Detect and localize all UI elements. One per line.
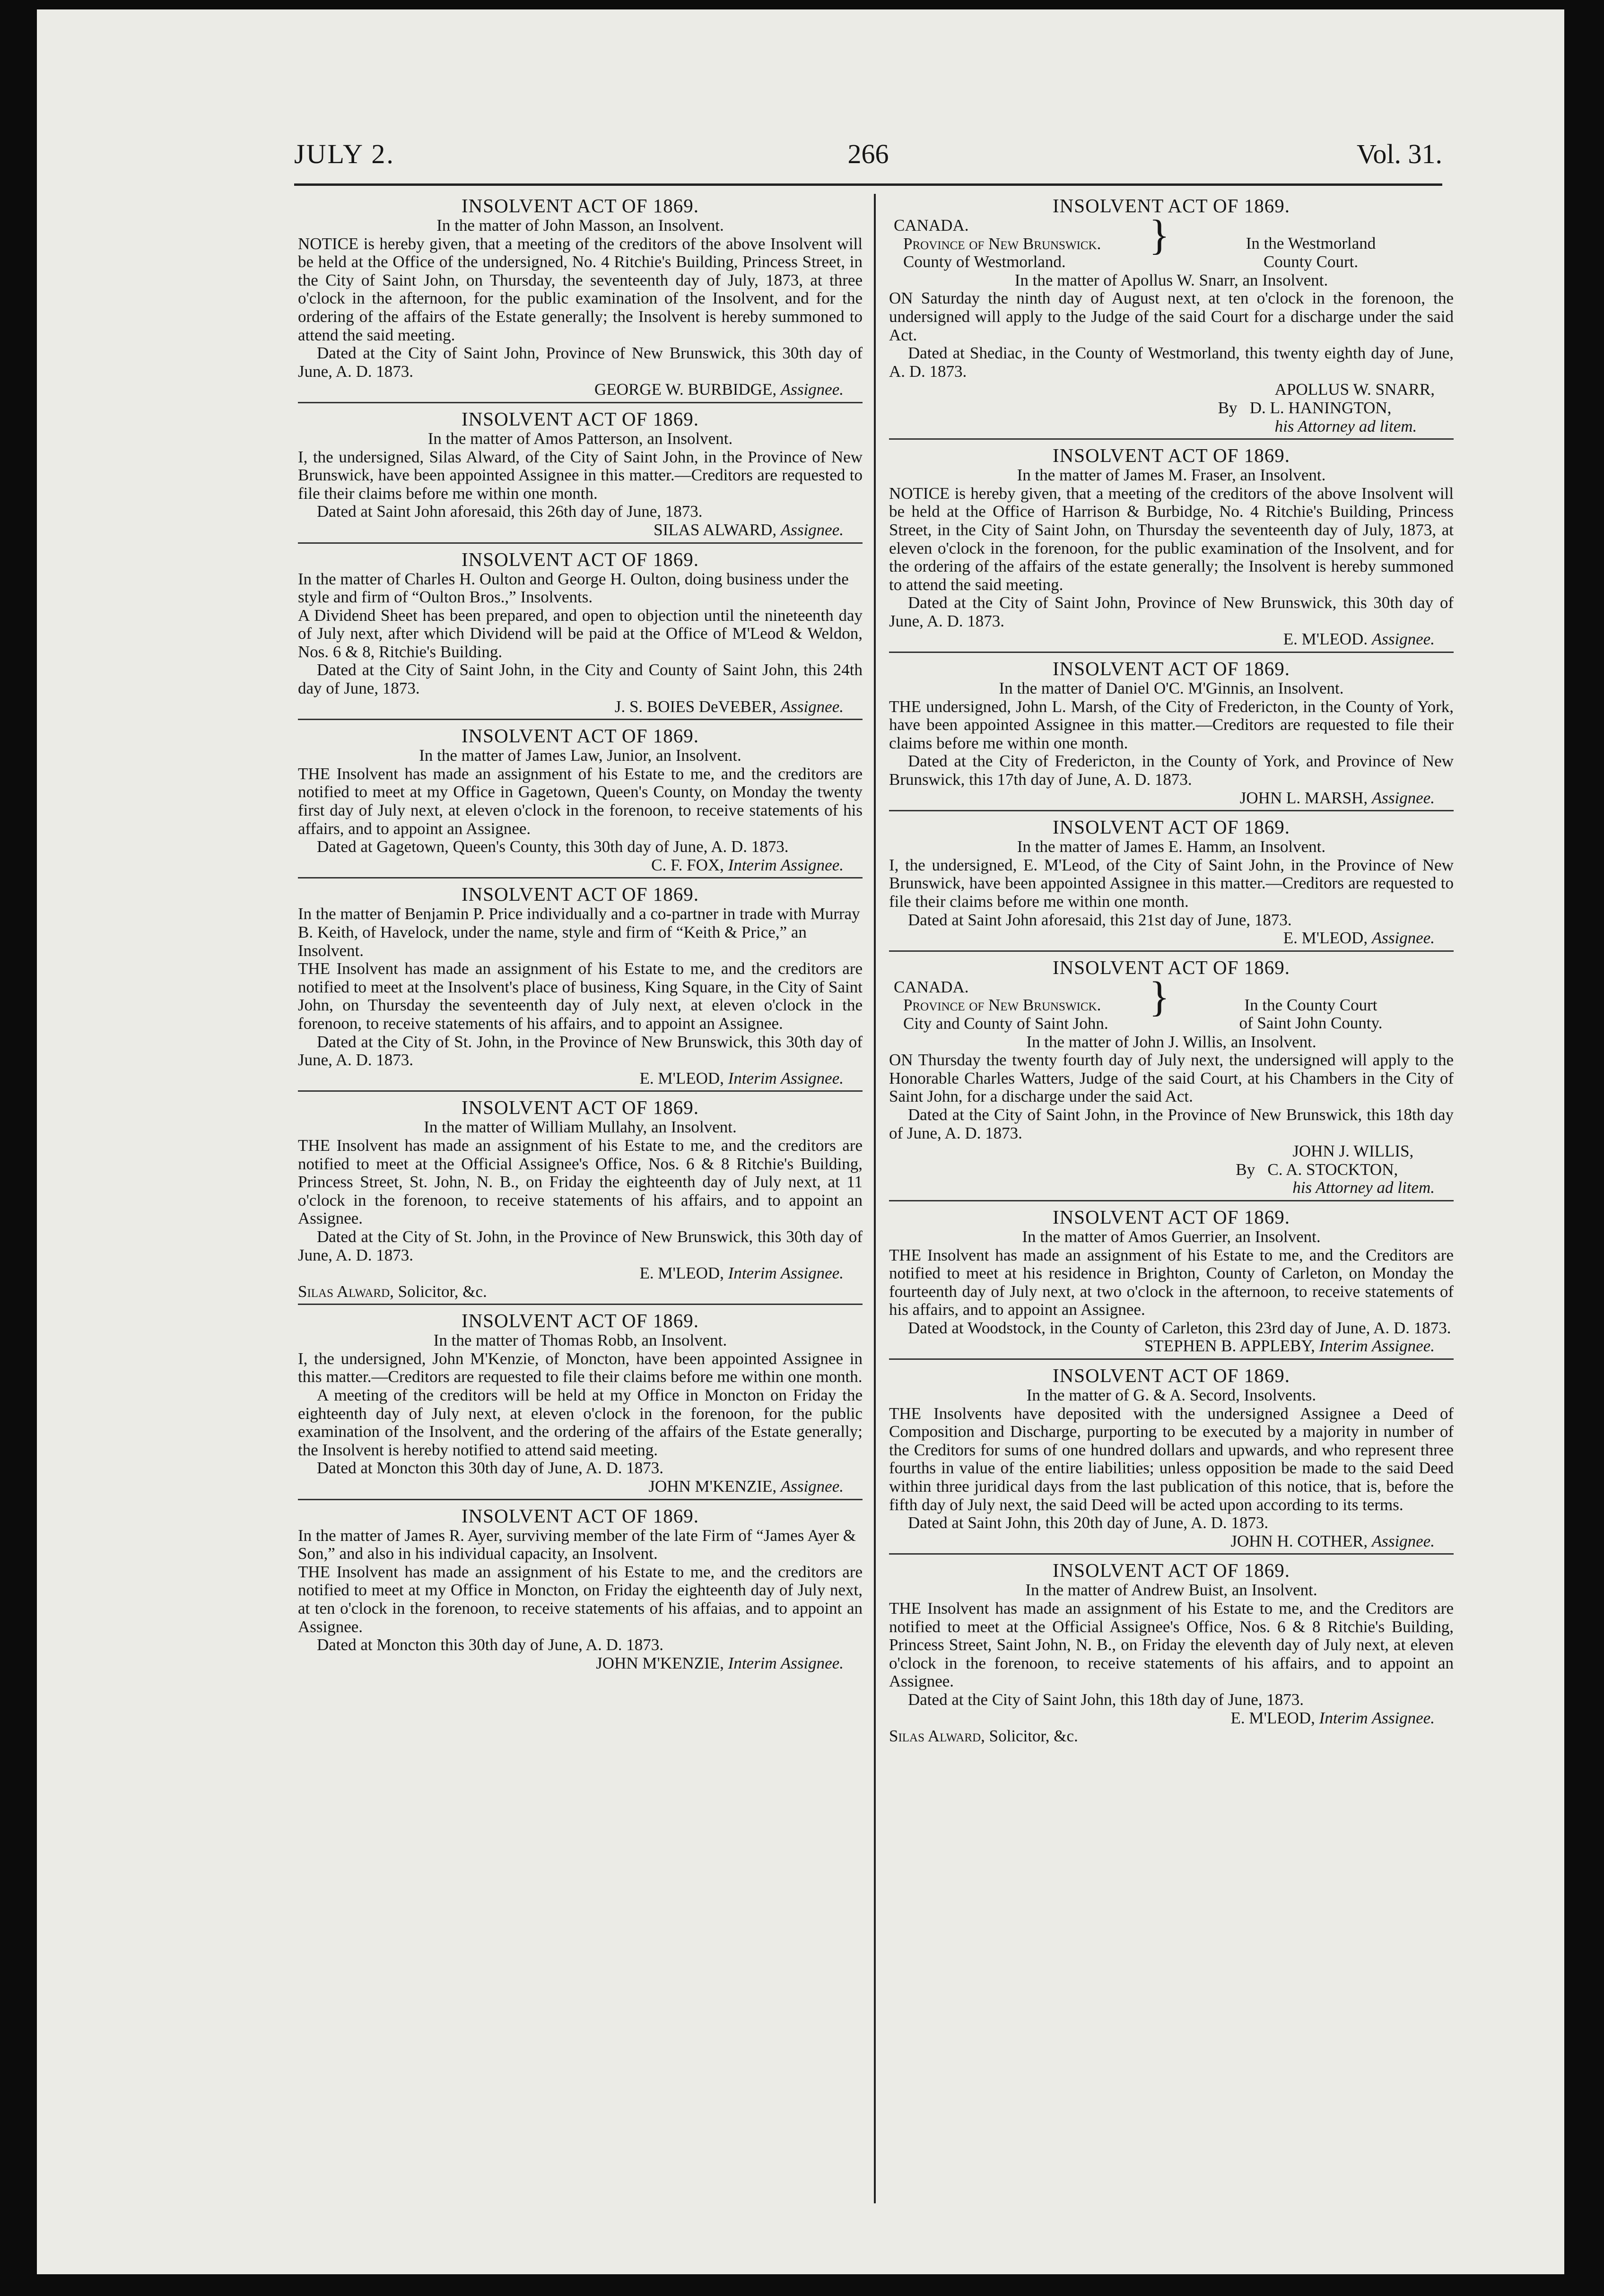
court-name-line2: County Court. <box>1263 252 1359 271</box>
notice-law <box>298 724 863 878</box>
attorney-line <box>1218 399 1435 417</box>
signer-name: E. M'LEOD, <box>1283 929 1368 948</box>
court-county: County of Westmorland. <box>903 252 1066 271</box>
signer-role: Assignee. <box>780 380 844 399</box>
signer-name: GEORGE W. BURBIDGE, <box>594 380 777 399</box>
solicitor-line <box>889 1727 1454 1746</box>
court-jurisdiction <box>889 217 1149 271</box>
attorney-role: his Attorney ad litem. <box>1292 1178 1435 1197</box>
notice-title: INSOLVENT ACT OF 1869. <box>1053 956 1290 978</box>
notice-body-continued: A meeting of the creditors will be held at my Office in Moncton on Friday the eighteenth day of July next, at eleven o'clock in the forenoon, for the public examination of the Insolvent, and the ordering of the affairs of the Estate generally; the Insolvent is hereby notified to attend said meeting. <box>298 1386 863 1459</box>
notice-guerrier <box>889 1205 1454 1360</box>
notice-masson <box>298 194 863 403</box>
notice-dated: Dated at the City of Saint John, this 18th day of June, 1873. <box>908 1690 1304 1709</box>
notice-body: ON Thursday the twenty fourth day of July next, the undersigned will apply to the Honorable Charles Watters, Judge of the said Court, at his Chambers in the City of Saint John, for a discharge under the said Act. <box>889 1051 1454 1106</box>
notice-dated: Dated at Woodstock, in the County of Carleton, this 23rd day of June, A. D. 1873. <box>908 1318 1451 1337</box>
court-province: Province of New Brunswick. <box>903 996 1101 1015</box>
notice-signature <box>298 381 863 399</box>
court-name-line1: In the County Court <box>1244 995 1377 1014</box>
notice-title: INSOLVENT ACT OF 1869. <box>1053 1559 1290 1582</box>
signer-role: Interim Assignee. <box>728 855 844 874</box>
notice-subtitle: In the matter of John Masson, an Insolvent. <box>436 216 724 235</box>
notice-mullahy <box>298 1096 863 1305</box>
signer-role: Assignee. <box>1371 929 1435 948</box>
notice-body: I, the undersigned, Silas Alward, of the City of Saint John, in the Province of New Brunswick, have been appointed Assignee in this matter.—Creditors are requested to file their claims before me within one month. <box>298 447 863 503</box>
court-name <box>1168 217 1454 271</box>
notice-title: INSOLVENT ACT OF 1869. <box>462 883 699 905</box>
signer-role: Interim Assignee. <box>1319 1337 1435 1356</box>
attorney-line <box>1236 1161 1435 1179</box>
notice-body: THE Insolvent has made an assignment of his Estate to me, and the creditors are notified to meet at my Office in Gagetown, Queen's County, on Monday the twenty first day of July next, at eleven o'clock in the forenoon, to receive statements of his affairs, and to appoint an Assignee. <box>298 764 863 838</box>
solicitor-name: Silas Alward, <box>298 1282 394 1301</box>
notice-title: INSOLVENT ACT OF 1869. <box>1053 444 1290 467</box>
notice-body: THE Insolvent has made an assignment of his Estate to me, and the creditors are notified to meet at my Office in Moncton, on Friday the eighteenth day of July next, at ten o'clock in the forenoon, to receive statements of his affaias, and to appoint an Assignee. <box>298 1562 863 1636</box>
signer-name: JOHN L. MARSH, <box>1239 788 1368 807</box>
notice-title: INSOLVENT ACT OF 1869. <box>462 1096 699 1119</box>
notice-dated: Dated at Gagetown, Queen's County, this 30th day of June, A. D. 1873. <box>317 837 789 856</box>
notice-subtitle: In the matter of Andrew Buist, an Insolvent. <box>1025 1581 1317 1600</box>
signer-name: E. M'LEOD, <box>639 1264 724 1283</box>
left-column <box>298 194 863 1679</box>
attorney-name: D. L. HANINGTON, <box>1249 398 1392 417</box>
notice-title: INSOLVENT ACT OF 1869. <box>462 1310 699 1332</box>
attorney-signature <box>889 1142 1454 1197</box>
notice-dated: Dated at the City of Fredericton, in the County of York, and Province of New Brunswick, this 17th day of June, A. D. 1873. <box>889 752 1454 789</box>
notice-signature <box>889 1337 1454 1356</box>
notice-buist <box>889 1558 1454 1748</box>
notice-secord <box>889 1364 1454 1555</box>
notice-subtitle: In the matter of Charles H. Oulton and George H. Oulton, doing business under the style and firm of “Oulton Bros.,” Insolvents. <box>298 569 849 607</box>
brace-icon: } <box>1149 212 1170 259</box>
notice-ayer <box>298 1504 863 1676</box>
solicitor-title: Solicitor, &c. <box>398 1282 487 1301</box>
signer-role: Assignee. <box>780 1477 844 1496</box>
notice-body: NOTICE is hereby given, that a meeting of the creditors of the above Insolvent will be held at the Office of the undersigned, No. 4 Ritchie's Building, Princess Street, in the City of Saint John, on Thursday, the seventeenth day of July, 1873, at three o'clock in the afternoon, for the public examination of the Insolvent, and for the ordering of the affairs of the Estate generally; the Insolvent is hereby summoned to attend the said meeting. <box>298 234 863 344</box>
notice-dated: Dated at Moncton this 30th day of June, A. D. 1873. <box>317 1459 663 1478</box>
signer-role: Assignee. <box>780 520 844 539</box>
notice-subtitle: In the matter of James Law, Junior, an Insolvent. <box>419 746 741 765</box>
signer-role: Assignee. <box>1371 630 1435 649</box>
notice-title: INSOLVENT ACT OF 1869. <box>462 548 699 570</box>
signer-name: JOHN J. WILLIS, <box>1292 1142 1414 1161</box>
notice-body: A Dividend Sheet has been prepared, and open to objection until the nineteenth day of July next, after which Dividend will be paid at the Office of M'Leod & Weldon, Nos. 6 & 8, Ritchie's Building. <box>298 606 863 661</box>
notice-title: INSOLVENT ACT OF 1869. <box>462 1505 699 1527</box>
notice-subtitle: In the matter of G. & A. Secord, Insolvents. <box>1026 1386 1316 1405</box>
notice-body: I, the undersigned, John M'Kenzie, of Moncton, have been appointed Assignee in this matter.—Creditors are requested to file their claims before me within one month. <box>298 1349 863 1386</box>
notice-subtitle: In the matter of Daniel O'C. M'Ginnis, an Insolvent. <box>999 679 1344 698</box>
notice-title: INSOLVENT ACT OF 1869. <box>462 408 699 430</box>
court-name-line1: In the Westmorland <box>1246 234 1376 252</box>
notice-dated: Dated at the City of St. John, in the Province of New Brunswick, this 30th day of June, A. D. 1873. <box>298 1227 863 1264</box>
signer-name: J. S. BOIES DeVEBER, <box>614 697 777 716</box>
notice-signature <box>298 698 863 716</box>
notice-signature <box>298 1654 863 1673</box>
notice-mginnis <box>889 657 1454 811</box>
notice-subtitle: In the matter of Amos Guerrier, an Insolvent. <box>1022 1227 1321 1246</box>
signer-name: JOHN H. COTHER, <box>1230 1531 1368 1550</box>
notice-title: INSOLVENT ACT OF 1869. <box>462 195 699 217</box>
notice-title: INSOLVENT ACT OF 1869. <box>1053 816 1290 838</box>
notice-dated: Dated at Saint John aforesaid, this 26th day of June, 1873. <box>317 502 703 521</box>
notice-signature <box>889 1709 1454 1728</box>
court-name <box>1168 978 1454 1033</box>
notice-dated: Dated at the City of Saint John, in the Province of New Brunswick, this 18th day of June, A. D. 1873. <box>889 1105 1454 1142</box>
signer-role: Interim Assignee. <box>728 1653 844 1672</box>
signer-role: Interim Assignee. <box>1319 1708 1435 1727</box>
notice-subtitle: In the matter of Amos Patterson, an Insolvent. <box>427 429 733 448</box>
header-rule <box>294 183 1442 186</box>
solicitor-line <box>298 1283 863 1301</box>
notice-title: INSOLVENT ACT OF 1869. <box>1053 658 1290 680</box>
notice-body: THE Insolvent has made an assignment of his Estate to me, and the Creditors are notified to meet at the Official Assignee's Office, Nos. 6 & 8 Ritchie's Building, Princess Street, Saint John, N. B., on Friday the eleventh day of July next, at eleven o'clock in the forenoon, to receive statements of his affairs, and to appoint an Assignee. <box>889 1599 1454 1691</box>
signer-name: E. M'LEOD, <box>639 1069 724 1087</box>
notice-oulton <box>298 548 863 721</box>
attorney-name: C. A. STOCKTON, <box>1267 1160 1398 1179</box>
signer-role: Interim Assignee. <box>728 1069 844 1087</box>
signer-name: JOHN M'KENZIE, <box>648 1477 777 1496</box>
notice-dated: Dated at Moncton this 30th day of June, A. D. 1873. <box>317 1635 663 1654</box>
notice-signature <box>298 856 863 875</box>
solicitor-title: Solicitor, &c. <box>989 1727 1078 1746</box>
by-label: By <box>1236 1160 1255 1179</box>
notice-signature <box>889 929 1454 948</box>
notice-signature <box>889 789 1454 808</box>
signer-name: APOLLUS W. SNARR, <box>1274 380 1435 399</box>
notice-price <box>298 882 863 1092</box>
notice-subtitle: In the matter of James M. Fraser, an Insolvent. <box>1017 466 1326 485</box>
solicitor-name: Silas Alward, <box>889 1727 985 1746</box>
notice-signature <box>298 521 863 539</box>
notice-dated: Dated at the City of Saint John, in the City and County of Saint John, this 24th day of June, 1873. <box>298 661 863 698</box>
court-heading <box>889 212 1454 271</box>
notice-dated: Dated at the City of St. John, in the Province of New Brunswick, this 30th day of June, A. D. 1873. <box>298 1032 863 1070</box>
notice-body: ON Saturday the ninth day of August next, at ten o'clock in the forenoon, the undersigned will apply to the Judge of the said Court for a discharge under the said Act. <box>889 289 1454 344</box>
notice-dated: Dated at the City of Saint John, Province of New Brunswick, this 30th day of June, A. D. 1873. <box>298 344 863 381</box>
notice-body: THE Insolvent has made an assignment of his Estate to me, and the creditors are notified to meet at the Official Assignee's Office, Nos. 6 & 8 Ritchie's Building, Princess Street, St. John, N. B., on Friday the eighteenth day of July next, at 11 o'clock in the forenoon, to receive statements of his affairs, and to appoint an Assignee. <box>298 1136 863 1228</box>
court-country: CANADA. <box>894 977 969 996</box>
signer-name: SILAS ALWARD, <box>654 520 777 539</box>
page-header <box>294 138 1442 177</box>
court-county: City and County of Saint John. <box>903 1014 1108 1033</box>
notice-signature <box>298 1070 863 1088</box>
by-label: By <box>1218 398 1238 417</box>
notice-signature <box>889 630 1454 649</box>
notice-subtitle: In the matter of Apollus W. Snarr, an Insolvent. <box>1014 270 1328 289</box>
signer-role: Interim Assignee. <box>728 1264 844 1283</box>
notice-snarr <box>889 194 1454 440</box>
signer-name: E. M'LEOD, <box>1230 1708 1315 1727</box>
brace-icon: } <box>1149 973 1170 1020</box>
court-country: CANADA. <box>894 216 969 235</box>
notice-subtitle: In the matter of Thomas Robb, an Insolvent. <box>433 1331 727 1350</box>
notice-subtitle: In the matter of John J. Willis, an Insolvent. <box>1026 1032 1316 1051</box>
court-name-line2: of Saint John County. <box>1239 1014 1383 1033</box>
notice-dated: Dated at the City of Saint John, Province of New Brunswick, this 30th day of June, A. D. 1873. <box>889 593 1454 630</box>
signer-name: STEPHEN B. APPLEBY, <box>1144 1337 1315 1356</box>
notice-body: THE Insolvents have deposited with the undersigned Assignee a Deed of Composition and Discharge, purporting to be executed by a majority in number of the Creditors for sums of one hundred dollars and upwards, and who represent three fourths in value of the entire liabilities; unless opposition be made to the said Deed within three juridical days from the last publication of this notice, that is, before the fifth day of July next, the said Deed will be acted upon according to its terms. <box>889 1404 1454 1514</box>
notice-subtitle: In the matter of William Mullahy, an Insolvent. <box>424 1118 737 1137</box>
right-column <box>889 194 1454 1752</box>
notice-signature <box>298 1478 863 1496</box>
signer-name: C. F. FOX, <box>651 855 724 874</box>
notice-dated: Dated at Saint John, this 20th day of June, A. D. 1873. <box>908 1513 1269 1532</box>
notice-subtitle: In the matter of James R. Ayer, surviving member of the late Firm of “James Ayer & Son,” and also in his individual capacity, an Insolvent. <box>298 1526 856 1563</box>
court-heading <box>889 973 1454 1033</box>
notice-body: THE Insolvent has made an assignment of his Estate to me, and the creditors are notified to meet at the Insolvent's place of business, King Square, in the City of Saint John, on Thursday the seventeenth day of July next, at eleven o'clock in the forenoon, to receive statements of his affairs, and to appoint an Assignee. <box>298 959 863 1033</box>
volume-number: Vol. 31. <box>1356 139 1442 169</box>
notice-signature <box>889 1532 1454 1551</box>
column-divider <box>874 194 876 2203</box>
court-jurisdiction <box>889 978 1149 1033</box>
notice-title: INSOLVENT ACT OF 1869. <box>1053 1206 1290 1228</box>
notice-signature <box>298 1264 863 1283</box>
notice-willis <box>889 956 1454 1201</box>
notice-body: THE undersigned, John L. Marsh, of the City of Fredericton, in the County of York, have been appointed Assignee in this matter.—Creditors are requested to file their claims before me within one month. <box>889 697 1454 752</box>
attorney-role: his Attorney ad litem. <box>1274 417 1417 435</box>
notice-subtitle: In the matter of James E. Hamm, an Insolvent. <box>1017 837 1326 856</box>
notice-body: I, the undersigned, E. M'Leod, of the City of Saint John, in the Province of New Brunswick, have been appointed Assignee in this matter.—Creditors are requested to file their claims before me within one month. <box>889 855 1454 911</box>
signer-name: JOHN M'KENZIE, <box>596 1653 724 1672</box>
court-province: Province of New Brunswick. <box>903 234 1101 253</box>
notice-title: INSOLVENT ACT OF 1869. <box>1053 1365 1290 1387</box>
notice-robb <box>298 1309 863 1500</box>
attorney-signature <box>889 381 1454 435</box>
issue-date: JULY 2. <box>294 139 395 169</box>
notice-body: NOTICE is hereby given, that a meeting of the creditors of the above Insolvent will be held at the Office of Harrison & Burbidge, No. 4 Ritchie's Building, Princess Street, in the City of Saint John, on Thursday the seventeenth day of July, 1873, at eleven o'clock in the forenoon, for the public examination of the Insolvent, and for the ordering of the affairs of the estate generally; the Insolvent is hereby summoned to attend the said meeting. <box>889 484 1454 594</box>
signer-role: Assignee. <box>780 697 844 716</box>
notice-title: INSOLVENT ACT OF 1869. <box>462 725 699 747</box>
notice-dated: Dated at Saint John aforesaid, this 21st day of June, 1873. <box>908 910 1292 929</box>
signer-name: E. M'LEOD. <box>1283 630 1368 649</box>
notice-subtitle: In the matter of Benjamin P. Price individually and a co-partner in trade with Murray B. Keith, of Havelock, under the name, style and firm of “Keith & Price,” an Insolvent. <box>298 904 860 960</box>
notice-fraser <box>889 444 1454 653</box>
signer-role: Assignee. <box>1371 1531 1435 1550</box>
notice-title: INSOLVENT ACT OF 1869. <box>1053 195 1290 217</box>
signer-role: Assignee. <box>1371 788 1435 807</box>
notice-dated: Dated at Shediac, in the County of Westmorland, this twenty eighth day of June, A. D. 1873. <box>889 344 1454 381</box>
notice-hamm <box>889 815 1454 952</box>
page-number: 266 <box>847 139 889 169</box>
notice-patterson <box>298 407 863 544</box>
notice-body: THE Insolvent has made an assignment of his Estate to me, and the Creditors are notified to meet at his residence in Brighton, County of Carleton, on Monday the fourteenth day of July next, at two o'clock in the afternoon, to receive statements of his affairs, and to appoint an Assignee. <box>889 1245 1454 1319</box>
